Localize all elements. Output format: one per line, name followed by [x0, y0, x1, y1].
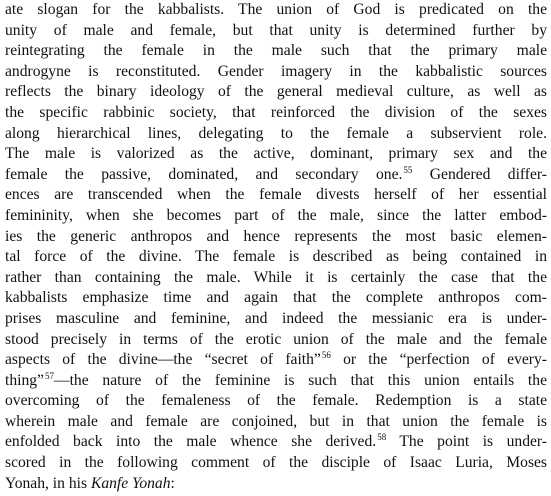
- text-run: ies the generic anthropos and hence represents the most basic elemen-: [5, 227, 547, 245]
- text-run: wherein male and female are conjoined, but in that union the female is: [5, 412, 547, 430]
- text-run: ate slogan for the kabbalists. The union of God is predicated on the: [5, 1, 547, 18]
- text-run: or the “perfection of every-: [330, 351, 547, 369]
- text-line: [5, 227, 547, 248]
- text-line: [5, 41, 547, 62]
- text-line: [5, 309, 547, 330]
- text-line: [5, 412, 547, 433]
- text-run: —the nature of the feminine is such that this union entails the: [53, 371, 547, 389]
- text-run: ences are transcended when the female divests herself of her essential: [5, 186, 547, 204]
- text-line: [5, 21, 547, 42]
- text-line: [5, 268, 547, 289]
- text-line: [5, 288, 547, 309]
- text-line: [5, 0, 547, 21]
- text-line: [5, 432, 547, 453]
- text-run: The point is under-: [386, 433, 547, 451]
- text-line: [5, 206, 547, 227]
- text-run: thing”: [5, 371, 44, 389]
- text-run: scored in the following comment of the disciple of Isaac Luria, Moses: [5, 454, 547, 472]
- text-run: androgyne is reconstituted. Gender imagery in the kabbalistic sources: [5, 62, 547, 80]
- text-line: [5, 62, 547, 83]
- text-line: [5, 165, 547, 186]
- text-line: [5, 82, 547, 103]
- body-paragraph: [5, 0, 547, 494]
- footnote-marker: 57: [44, 370, 54, 381]
- footnote-marker: 55: [403, 164, 413, 175]
- text-run: aspects of the divine—the “secret of faith”: [5, 351, 321, 369]
- text-run: kabbalists emphasize time and again that the complete anthropos com-: [5, 289, 547, 307]
- text-run: unity of male and female, but that unity is determined further by: [5, 21, 547, 39]
- book-title: Kanfe Yonah: [90, 474, 171, 492]
- text-run: reflects the binary ideology of the general medieval culture, as well as: [5, 83, 547, 101]
- text-run: femininity, when she becomes part of the male, since the latter embod-: [5, 206, 547, 224]
- footnote-marker: 58: [377, 432, 387, 443]
- text-run: The male is valorized as the active, dominant, primary sex and the: [5, 145, 547, 163]
- text-line: [5, 371, 547, 392]
- text-run: prises masculine and feminine, and indeed the messianic era is under-: [5, 309, 547, 327]
- text-line: [5, 185, 547, 206]
- text-run: :: [170, 474, 175, 492]
- text-line: [5, 350, 547, 371]
- text-line: [5, 453, 547, 474]
- text-line: [5, 391, 547, 412]
- text-run: tal force of the divine. The female is described as being contained in: [5, 248, 547, 266]
- footnote-marker: 56: [321, 350, 331, 361]
- text-line: [5, 103, 547, 124]
- text-run: rather than containing the male. While it is certainly the case that the: [5, 268, 547, 286]
- text-run: Yonah, in his: [5, 474, 91, 492]
- text-run: stood precisely in terms of the erotic union of the male and the female: [5, 330, 547, 348]
- text-line: [5, 144, 547, 165]
- text-run: the specific rabbinic society, that reinforced the division of the sexes: [5, 103, 547, 121]
- text-run: along hierarchical lines, delegating to the female a subservient role.: [5, 124, 547, 142]
- text-line: [5, 124, 547, 145]
- text-run: reintegrating the female in the male such that the primary male: [5, 42, 547, 60]
- text-line: [5, 330, 547, 351]
- text-run: enfolded back into the male whence she derived.: [5, 433, 377, 451]
- text-line: [5, 247, 547, 268]
- text-run: Gendered differ-: [412, 165, 547, 183]
- text-run: overcoming of the femaleness of the female. Redemption is a state: [5, 392, 547, 410]
- text-run: female the passive, dominated, and secondary one.: [5, 165, 403, 183]
- text-line: [5, 474, 547, 495]
